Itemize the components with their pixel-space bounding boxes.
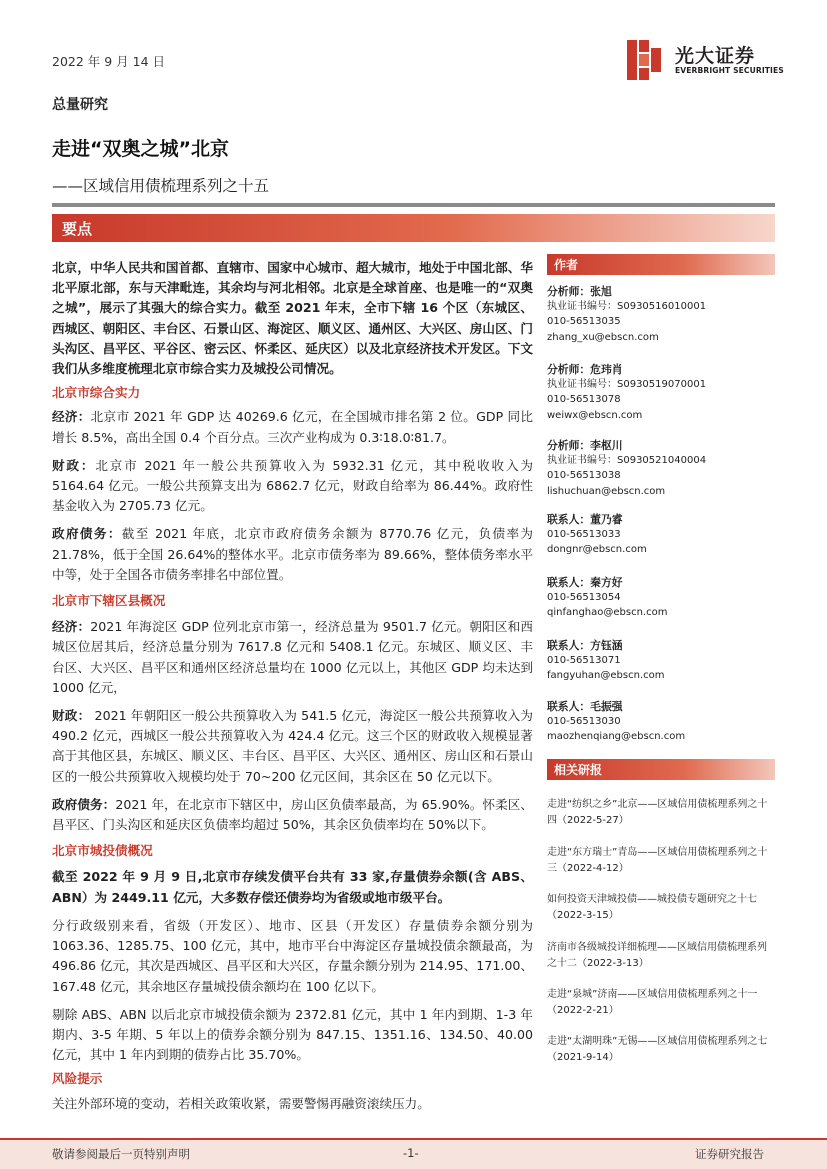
contact-email[interactable]: qinfanghao@ebscn.com — [547, 607, 668, 619]
section-heading-lgfv: 北京市城投债概况 — [52, 843, 153, 859]
contact-phone: 010-56513071 — [547, 655, 621, 667]
s1-debt-paragraph — [52, 524, 533, 585]
s2-economy-label: 经济： — [52, 619, 91, 635]
risk-paragraph: 关注外部环境的变动，若相关政策收紧，需要警惕再融资滚续压力。 — [52, 1095, 430, 1111]
contact-phone: 010-56513054 — [547, 592, 621, 604]
related-reports-banner — [547, 759, 775, 780]
s3-level-paragraph: 分行政级别来看，省级（开发区）、地市、区县（开发区）存量债券余额分别为 1063.36、1285.75、100 亿元，其中，地市平台中海淀区存量城投债余额最高，为 496.86 亿元，其次是西城区、昌平区和大兴区，存量余额分别为 214.95、171.00、167.48 亿元，其余地区存量城投债余额均在 100 亿以下。 — [52, 917, 533, 994]
contact-card — [547, 512, 775, 558]
contact-email[interactable]: fangyuhan@ebscn.com — [547, 670, 665, 682]
footer-disclaimer[interactable]: 敬请参阅最后一页特别声明 — [52, 1147, 190, 1161]
s2-finance-label: 财政： — [52, 708, 91, 724]
contact-card — [547, 575, 775, 621]
s2-economy-paragraph — [52, 617, 533, 698]
s1-finance-paragraph — [52, 456, 533, 517]
author-card — [547, 438, 775, 499]
contact-card — [547, 638, 775, 684]
page-number: -1- — [403, 1146, 419, 1160]
s1-economy-text: 北京市 2021 年 GDP 达 40269.6 亿元，在全国城市排名第 2 位。GDP 同比增长 8.5%，高出全国 0.4 个百分点。三次产业构成为 0.3∶18.0∶81.7。 — [52, 409, 534, 445]
related-report-link[interactable]: 如何投资天津城投债——城投债专题研究之十七（2022-3-15） — [547, 894, 757, 921]
main-column — [52, 258, 533, 1114]
section-heading-districts: 北京市下辖区县概况 — [52, 593, 166, 609]
contact-phone: 010-56513033 — [547, 529, 621, 541]
author-cert: 执业证书编号：S0930516010001 — [547, 301, 707, 313]
s2-finance-paragraph — [52, 706, 533, 787]
related-reports-label: 相关研报 — [554, 763, 603, 777]
related-report-link[interactable]: 走进“纺织之乡”北京——区域信用债梳理系列之十四（2022-5-27） — [547, 799, 768, 826]
author-email[interactable]: zhang_xu@ebscn.com — [547, 331, 659, 343]
contact-email[interactable]: dongnr@ebscn.com — [547, 544, 647, 556]
author-email[interactable]: weiwx@ebscn.com — [547, 409, 643, 421]
company-logo — [625, 38, 784, 82]
logo-mark-icon — [625, 38, 667, 82]
s2-finance-text: 2021 年朝阳区一般公共预算收入为 541.5 亿元，海淀区一般公共预算收入为 490.2 亿元，西城区一般公共预算收入为 424.4 亿元。这三个区的财政收入规模显著高于其他区县，东城区、顺义区、丰台区、昌平区、大兴区、通州区、房山区和石景山区的一般公共预算收入规模均处于 70~200 亿元区间，其余区在 50 亿元以下。 — [52, 708, 533, 784]
title-divider — [52, 203, 775, 207]
s1-debt-label: 政府债务： — [52, 526, 122, 542]
report-date: 2022 年 9 月 14 日 — [52, 54, 166, 69]
report-subtitle: ——区域信用债梳理系列之十五 — [52, 177, 270, 195]
author-role: 分析师：张旭 — [547, 285, 612, 298]
contact-role: 联系人：毛振强 — [547, 700, 623, 713]
author-cert: 执业证书编号：S0930521040004 — [547, 455, 707, 467]
author-email[interactable]: lishuchuan@ebscn.com — [547, 485, 666, 497]
section-heading-risk: 风险提示 — [52, 1071, 103, 1087]
author-role: 分析师：危玮肖 — [547, 363, 623, 376]
author-phone: 010-56513038 — [547, 470, 621, 482]
footer-report-type: 证券研究报告 — [695, 1147, 764, 1161]
contact-role: 联系人：方钰涵 — [547, 639, 623, 652]
author-card — [547, 362, 775, 423]
author-phone: 010-56513035 — [547, 316, 621, 328]
s1-economy-label: 经济： — [52, 409, 91, 425]
contact-card — [547, 699, 775, 745]
author-cert: 执业证书编号：S0930519070001 — [547, 379, 707, 391]
related-report-link[interactable]: 走进“泉城”济南——区域信用债梳理系列之十一（2022-2-21） — [547, 989, 758, 1016]
related-report-link[interactable]: 走进“东方瑞士”青岛——区域信用债梳理系列之十三（2022-4-12） — [547, 847, 768, 874]
report-category: 总量研究 — [52, 97, 108, 113]
keypoints-label: 要点 — [62, 220, 93, 238]
logo-name-cn: 光大证券 — [675, 45, 756, 67]
report-title: 走进“双奥之城”北京 — [52, 138, 229, 160]
s2-debt-label: 政府债务： — [52, 796, 116, 812]
related-report-link[interactable]: 济南市各级城投详细梳理——区域信用债梳理系列之十二（2022-3-13） — [547, 942, 767, 969]
s3-maturity-paragraph: 剔除 ABS、ABN 以后北京市城投债余额为 2372.81 亿元，其中 1 年内到期、1-3 年期内、3-5 年期、5 年以上的债券余额分别为 847.15、1351.16、134.50、40.00 亿元，其中 1 年内到期的债券占比 35.70%。 — [52, 1006, 533, 1063]
s1-economy-paragraph — [52, 407, 533, 447]
contact-role: 联系人：董乃睿 — [547, 513, 623, 526]
author-phone: 010-56513078 — [547, 394, 621, 406]
keypoints-banner — [52, 214, 775, 242]
contact-email[interactable]: maozhenqiang@ebscn.com — [547, 731, 686, 743]
intro-paragraph: 北京，中华人民共和国首都、直辖市、国家中心城市、超大城市，地处于中国北部、华北平原北部，东与天津毗连，其余均与河北相邻。北京是全球首座、也是唯一的“双奥之城”，展示了其强大的综合实力。截至 2021 年末，全市下辖 16 个区（东城区、西城区、朝阳区、丰台区、石景山区、海淀区、顺义区、通州区、大兴区、房山区、门头沟区、昌平区、平谷区、密云区、怀柔区、延庆区）以及北京经济技术开发区。下文我们从多维度梳理北京市综合实力及城投公司情况。 — [52, 260, 533, 377]
contact-phone: 010-56513030 — [547, 716, 621, 728]
s1-finance-text: 北京市 2021 年一般公共预算收入为 5932.31 亿元，其中税收收入为 5164.64 亿元。一般公共预算支出为 6862.7 亿元，财政自给率为 86.44%。政府性基金收入为 2705.73 亿元。 — [52, 457, 533, 514]
authors-label: 作者 — [554, 258, 579, 272]
logo-name-en: EVERBRIGHT SECURITIES — [675, 66, 784, 75]
s2-debt-text: 2021 年，在北京市下辖区中，房山区负债率最高，为 65.90%。怀柔区、昌平区、门头沟区和延庆区负债率均超过 50%，其余区负债率均在 50%以下。 — [52, 796, 534, 833]
section-heading-strength: 北京市综合实力 — [52, 385, 141, 401]
s2-economy-text: 2021 年海淀区 GDP 位列北京市第一，经济总量为 9501.7 亿元。朝阳区和西城区位居其后，经济总量分别为 7617.8 亿元和 5408.1 亿元。东城区、顺义区、丰台区、大兴区、昌平区和通州区经济总量均在 1000 亿元以上，其他区 GDP 均未达到 1000 亿元， — [52, 619, 534, 695]
related-report-link[interactable]: 走进“太湖明珠”无锡——区域信用债梳理系列之七（2021-9-14） — [547, 1036, 768, 1063]
s2-debt-paragraph — [52, 795, 533, 835]
authors-banner — [547, 254, 775, 275]
contact-role: 联系人：秦方好 — [547, 576, 623, 589]
s1-finance-label: 财政： — [52, 457, 96, 473]
s1-debt-text: 截至 2021 年底，北京市政府债务余额为 8770.76 亿元，负债率为 21.78%，低于全国 26.64%的整体水平。北京市债务率为 89.66%，整体债务率水平中等，处于全国各市债务率排名中部位置。 — [52, 526, 533, 582]
author-card — [547, 284, 775, 345]
s3-summary-paragraph: 截至 2022 年 9 月 9 日,北京市存续发债平台共有 33 家,存量债券余额(含 ABS、ABN）为 2449.11 亿元，大多数存偿还债券均为省级或地市级平台。 — [52, 869, 533, 905]
author-role: 分析师：李枢川 — [547, 439, 623, 452]
